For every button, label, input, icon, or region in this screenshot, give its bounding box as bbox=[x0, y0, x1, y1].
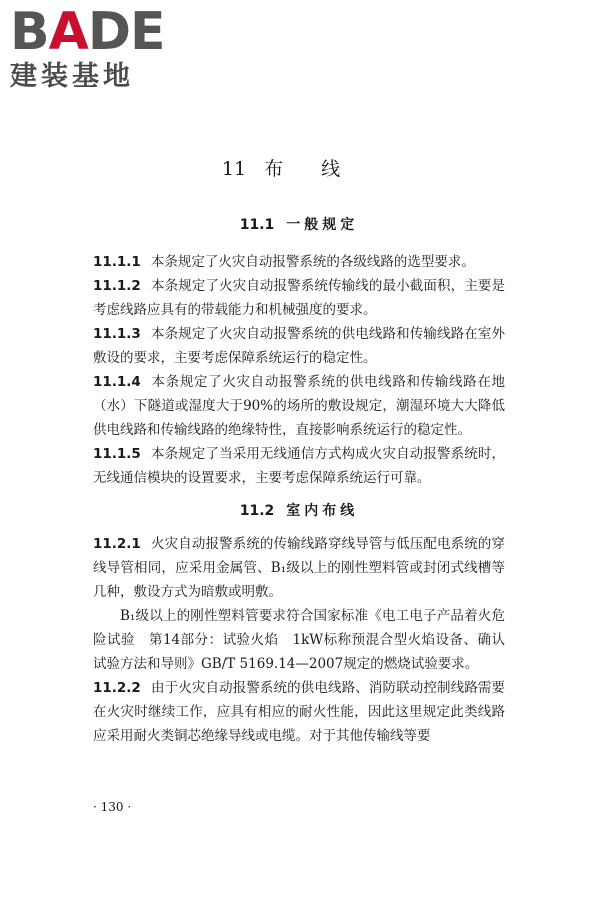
clause-number: 11.1.2 bbox=[93, 278, 141, 294]
clause bbox=[93, 250, 505, 274]
section-title: 一般规定 bbox=[286, 217, 359, 233]
chapter-title bbox=[0, 156, 600, 182]
clause-text: 本条规定了火灾自动报警系统的供电线路和传输线路在室外敷设的要求，主要考虑保障系统运行的稳定性。 bbox=[93, 326, 505, 366]
section-number: 11.2 bbox=[239, 503, 275, 519]
clause-text: 由于火灾自动报警系统的供电线路、消防联动控制线路需要在火灾时继续工作，应具有相应的耐火性能，因此这里规定此类线路应采用耐火类铜芯绝缘导线或电缆。对于其他传输线等要 bbox=[93, 680, 505, 744]
chapter-name: 布线 bbox=[264, 158, 379, 180]
clause-number: 11.2.1 bbox=[93, 536, 141, 552]
clause-number: 11.1.3 bbox=[93, 326, 141, 342]
clause-text: 本条规定了火灾自动报警系统传输线的最小截面积，主要是考虑线路应具有的带载能力和机械强度的要求。 bbox=[93, 278, 505, 318]
clause-text: 本条规定了火灾自动报警系统的供电线路和传输线路在地（水）下隧道或湿度大于90%的场所的敷设规定，潮湿环境大大降低供电线路和传输线路的绝缘特性，直接影响系统运行的稳定性。 bbox=[93, 374, 505, 438]
clause-text: 本条规定了当采用无线通信方式构成火灾自动报警系统时，无线通信模块的设置要求，主要考虑保障系统运行可靠。 bbox=[93, 446, 505, 486]
section-heading bbox=[93, 214, 505, 236]
logo-wordmark: BADE bbox=[10, 2, 165, 62]
clause-number: 11.1.1 bbox=[93, 254, 141, 270]
section-number: 11.1 bbox=[239, 217, 275, 233]
clause bbox=[93, 274, 505, 322]
chapter-number: 11 bbox=[221, 158, 247, 180]
clause bbox=[93, 370, 505, 442]
clause bbox=[93, 442, 505, 490]
clause-number: 11.1.5 bbox=[93, 446, 141, 462]
clause bbox=[93, 322, 505, 370]
section-title: 室内布线 bbox=[286, 503, 359, 519]
logo bbox=[10, 2, 165, 92]
page-number: · 130 · bbox=[93, 800, 132, 814]
logo-subtitle: 建装基地 bbox=[10, 61, 134, 92]
clause-paragraph bbox=[93, 604, 505, 676]
clause-text: B₁级以上的刚性塑料管要求符合国家标准《电工电子产品着火危险试验 第14部分：试验火焰 1kW标称预混合型火焰设备、确认试验方法和导则》GB/T 5169.14—2007规定的燃烧试验要求。 bbox=[93, 608, 505, 672]
page-body bbox=[93, 214, 505, 748]
clause bbox=[93, 532, 505, 604]
clause-text: 火灾自动报警系统的传输线路穿线导管与低压配电系统的穿线导管相同，应采用金属管、B₁级以上的刚性塑料管或封闭式线槽等几种，敷设方式为暗敷或明敷。 bbox=[93, 536, 505, 600]
clause-number: 11.2.2 bbox=[93, 680, 141, 696]
section-heading bbox=[93, 500, 505, 522]
clause bbox=[93, 676, 505, 748]
clause-text: 本条规定了火灾自动报警系统的各级线路的选型要求。 bbox=[150, 254, 475, 270]
clause-number: 11.1.4 bbox=[93, 374, 141, 390]
